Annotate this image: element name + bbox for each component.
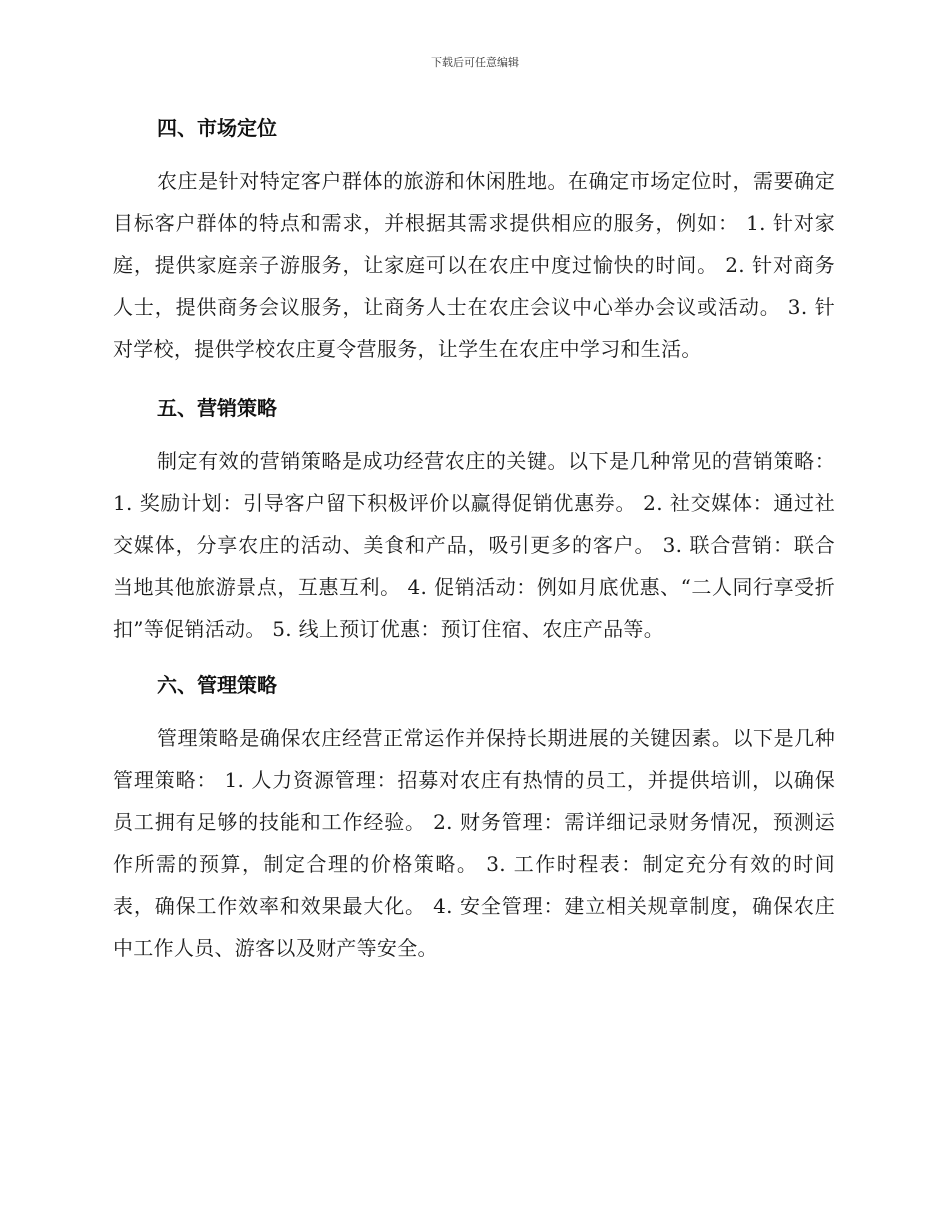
- section-marketing-strategy: [113, 388, 835, 650]
- section-heading: 六、管理策略: [157, 673, 277, 697]
- section-market-positioning: [113, 108, 835, 370]
- section-heading: 四、市场定位: [157, 116, 277, 140]
- page-header-note: 下载后可任意编辑: [431, 56, 519, 69]
- section-paragraph: 管理策略是确保农庄经营正常运作并保持长期进展的关键因素。以下是几种管理策略： 1. 人力资源管理：招募对农庄有热情的员工，并提供培训，以确保员工拥有足够的技能和工作经验。 2. 财务管理：需详细记录财务情况，预测运作所需的预算，制定合理的价格策略。 3. 工作时程表：制定充分有效的时间表，确保工作效率和效果最大化。 4. 安全管理：建立相关规章制度，确保农庄中工作人员、游客以及财产等安全。: [113, 726, 835, 960]
- section-paragraph: 农庄是针对特定客户群体的旅游和休闲胜地。在确定市场定位时，需要确定目标客户群体的特点和需求，并根据其需求提供相应的服务，例如： 1. 针对家庭，提供家庭亲子游服务，让家庭可以在农庄中度过愉快的时间。 2. 针对商务人士，提供商务会议服务，让商务人士在农庄会议中心举办会议或活动。 3. 针对学校，提供学校农庄夏令营服务，让学生在农庄中学习和生活。: [113, 169, 835, 361]
- document-content: [113, 108, 835, 984]
- section-heading: 五、营销策略: [157, 396, 277, 420]
- section-paragraph: 制定有效的营销策略是成功经营农庄的关键。以下是几种常见的营销策略： 1. 奖励计划：引导客户留下积极评价以赢得促销优惠券。 2. 社交媒体：通过社交媒体，分享农庄的活动、美食和产品，吸引更多的客户。 3. 联合营销：联合当地其他旅游景点，互惠互利。 4. 促销活动：例如月底优惠、“二人同行享受折扣”等促销活动。 5. 线上预订优惠：预订住宿、农庄产品等。: [113, 449, 835, 641]
- section-management-strategy: [113, 665, 835, 969]
